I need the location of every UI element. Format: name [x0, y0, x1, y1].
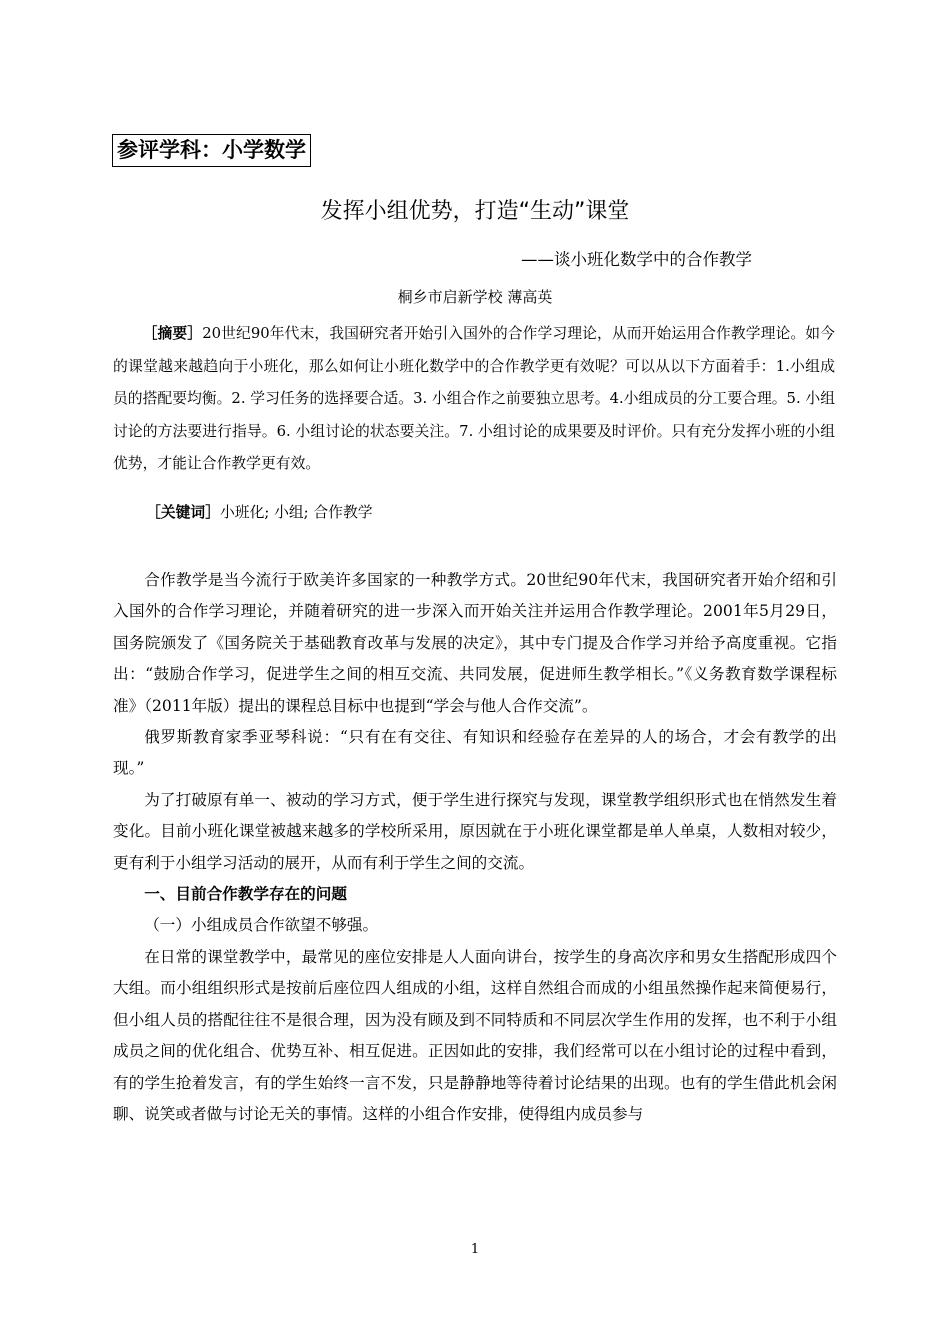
paragraph: 在日常的课堂教学中，最常见的座位安排是人人面向讲台，按学生的身高次序和男女生搭配形成四个大组。而小组组织形式是按前后座位四人组成的小组，这样自然组合而成的小组虽然操作起来简便易行，但小组人员的搭配往往不是很合理，因为没有顾及到不同特质和不同层次学生作用的发挥，也不利于小组成员之间的优化组合、优势互补、相互促进。正因如此的安排，我们经常可以在小组讨论的过程中看到，有的学生抢着发言，有的学生始终一言不发，只是静静地等待着讨论结果的出现。也有的学生借此机会闲聊、说笑或者做与讨论无关的事情。这样的小组合作安排，使得组内成员参与 [113, 947, 837, 1123]
keywords-text: 小班化; 小组; 合作教学 [220, 504, 373, 521]
subject-label: 参评学科：小学数学 [112, 134, 311, 167]
article-title: 发挥小组优势，打造“生动”课堂 [320, 199, 630, 224]
paragraph: 为了打破原有单一、被动的学习方式，便于学生进行探究与发现，课堂教学组织形式也在悄然发生着变化。目前小班化课堂被越来越多的学校所采用，原因就在于小班化课堂都是单人单桌，人数相对较少，更有利于小组学习活动的展开，从而有利于学生之间的交流。 [113, 790, 837, 872]
subsection-heading: （一）小组成员合作欲望不够强。 [144, 916, 379, 935]
section-heading: 一、目前合作教学存在的问题 [144, 885, 347, 904]
paragraph: 合作教学是当今流行于欧美许多国家的一种教学方式。20世纪90年代末，我国研究者开始介绍和引入国外的合作学习理论，并随着研究的进一步深入而开始关注并运用合作教学理论。2001年5月29日，国务院颁发了《国务院关于基础教育改革与发展的决定》，其中专门提及合作学习并给予高度重视。它指出：“鼓励合作学习，促进学生之间的相互交流、共同发展，促进师生教学相长。”《义务教育数学课程标准》（2011年版）提出的课程总目标中也提到“学会与他人合作交流”。 [113, 571, 837, 715]
abstract-label: ［摘要］ [142, 325, 203, 342]
article-subtitle: ——谈小班化数学中的合作教学 [521, 250, 752, 269]
abstract [113, 318, 835, 481]
abstract-text: 20世纪90年代末，我国研究者开始引入国外的合作学习理论，从而开始运用合作教学理论。如今的课堂越来越趋向于小班化，那么如何让小班化数学中的合作教学更有效呢？可以从以下方面着手：1.小组成员的搭配要均衡。2. 学习任务的选择要合适。3. 小组合作之前要独立思考。4.小组成员的分工要合理。5. 小组讨论的方法要进行指导。6. 小组讨论的状态要关注。7. 小组讨论的成果要及时评价。只有充分发挥小班的小组优势，才能让合作教学更有效。 [113, 325, 835, 473]
keywords [146, 500, 373, 526]
article-body [113, 565, 837, 1130]
keywords-label: ［关键词］ [146, 504, 220, 521]
page-number: 1 [470, 1242, 480, 1257]
paragraph: 俄罗斯教育家季亚琴科说：“只有在有交往、有知识和经验存在差异的人的场合，才会有教学的出现。” [113, 728, 837, 778]
author-line: 桐乡市启新学校 薄高英 [397, 288, 553, 306]
